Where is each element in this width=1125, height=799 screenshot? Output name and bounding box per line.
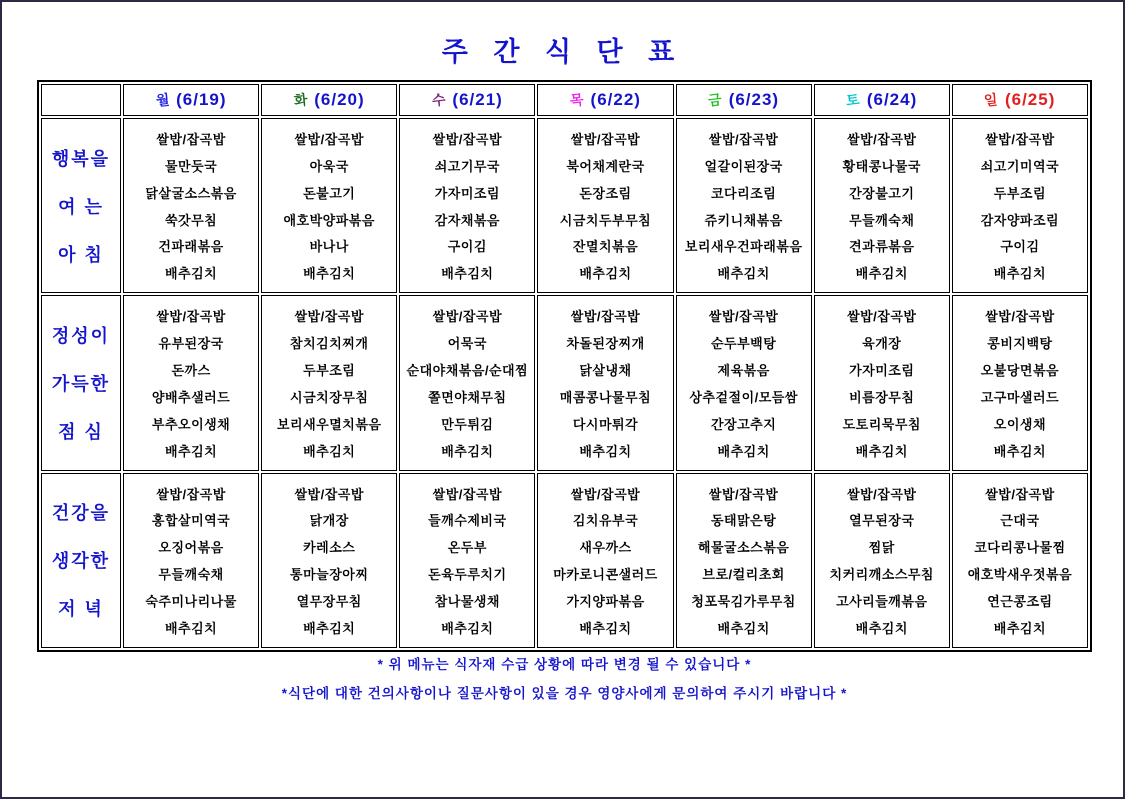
menu-item: 고구마샐러드: [980, 389, 1060, 405]
footer-note-1: * 위 메뉴는 식자재 수급 상황에 따라 변경 될 수 있습니다 *: [377, 657, 752, 672]
menu-cell: [676, 295, 812, 470]
menu-item: 들깨수제비국: [428, 513, 507, 529]
menu-item: 비름장무침: [849, 389, 915, 405]
menu-item: 구이김: [1000, 239, 1040, 255]
day-header: [538, 90, 672, 110]
menu-item: 쌀밥/잡곡밥: [156, 486, 226, 502]
menu-item: 배추김치: [303, 443, 356, 459]
day-name-glyph: 목: [569, 91, 585, 109]
menu-item: 배추김치: [441, 443, 494, 459]
day-header-row: [41, 84, 1088, 116]
day-date: (6/21): [452, 90, 503, 109]
menu-item: 카레소스: [303, 540, 356, 556]
day-header: [815, 90, 949, 110]
menu-item: 쌀밥/잡곡밥: [985, 486, 1055, 502]
menu-item: 구이김: [447, 239, 487, 255]
menu-item: 황태콩나물국: [842, 158, 921, 174]
menu-item: 유부된장국: [158, 336, 224, 352]
menu-item: 두부조림: [993, 185, 1047, 201]
menu-item: 순대야채볶음/순대찜: [406, 363, 529, 379]
menu-item: 배추김치: [855, 443, 908, 459]
menu-item: 해물굴소스볶음: [697, 540, 790, 556]
day-header-cell: [261, 84, 397, 116]
menu-item: 쌀밥/잡곡밥: [708, 131, 779, 147]
menu-item: 간장고추지: [710, 416, 777, 432]
meal-row: [41, 473, 1088, 648]
menu-item: 쌀밥/잡곡밥: [847, 309, 917, 325]
day-header-cell: [537, 84, 673, 116]
day-header-cell: [123, 84, 259, 116]
menu-item: 무들깨숙채: [158, 567, 224, 583]
menu-item: 쌀밥/잡곡밥: [847, 131, 917, 147]
menu-cell: [261, 295, 397, 470]
menu-item: 쌀밥/잡곡밥: [432, 131, 503, 147]
menu-item: 배추김치: [579, 443, 632, 459]
menu-item: 제육볶음: [717, 363, 770, 379]
menu-item: 고사리들깨볶음: [836, 594, 928, 610]
menu-cell-content: [538, 119, 672, 292]
menu-item: 물만둣국: [164, 158, 218, 174]
menu-cell: [814, 295, 950, 470]
menu-item: 새우까스: [579, 540, 632, 556]
menu-item: 쌀밥/잡곡밥: [708, 309, 779, 325]
menu-cell: [952, 118, 1088, 293]
menu-item: 가자미조림: [849, 363, 915, 379]
meal-row-label-cell: [41, 473, 121, 648]
menu-item: 배추김치: [855, 621, 908, 637]
menu-cell: [676, 118, 812, 293]
menu-item: 쌀밥/잡곡밥: [294, 131, 364, 147]
menu-item: 견과류볶음: [849, 239, 915, 255]
menu-item: 콩비지백탕: [987, 336, 1053, 352]
day-date: (6/19): [176, 90, 227, 109]
menu-item: 동태맑은탕: [710, 513, 777, 529]
menu-item: 홍합살미역국: [151, 513, 231, 529]
menu-item: 부추오이생채: [151, 416, 231, 432]
menu-item: 보리새우건파래볶음: [684, 239, 803, 255]
meal-row-label: [42, 474, 120, 647]
menu-cell: [123, 295, 259, 470]
menu-item: 아욱국: [309, 158, 349, 174]
day-header-cell: [399, 84, 535, 116]
menu-item: 순두부백탕: [710, 336, 777, 352]
menu-cell: [676, 473, 812, 648]
menu-cell: [123, 118, 259, 293]
menu-item: 무들깨숙채: [849, 212, 915, 228]
menu-item: 쑥갓무침: [164, 212, 218, 228]
menu-cell-content: [677, 296, 811, 469]
menu-table-body: [41, 84, 1088, 648]
menu-item: 양배추샐러드: [151, 389, 231, 405]
meal-row: [41, 118, 1088, 293]
menu-item: 쌀밥/잡곡밥: [570, 309, 641, 325]
menu-item: 오불당면볶음: [980, 363, 1060, 379]
menu-item: 코다리조림: [710, 185, 777, 201]
menu-item: 바나나: [309, 239, 349, 255]
menu-item: 돈까스: [171, 363, 211, 379]
menu-cell-content: [262, 119, 396, 292]
menu-cell: [399, 473, 535, 648]
menu-item: 김치유부국: [572, 513, 639, 529]
menu-item: 참나물생채: [434, 594, 500, 610]
menu-item: 가자미조림: [434, 185, 500, 201]
day-date: (6/20): [314, 90, 365, 109]
menu-cell-content: [262, 296, 396, 469]
menu-item: 쌀밥/잡곡밥: [294, 309, 364, 325]
menu-item: 배추김치: [441, 621, 494, 637]
day-header-cell: [952, 84, 1088, 116]
menu-cell-content: [953, 474, 1087, 647]
menu-cell: [952, 473, 1088, 648]
meal-row-label-line: 정성이: [51, 325, 111, 346]
menu-item: 배추김치: [993, 621, 1047, 637]
menu-item: 쌀밥/잡곡밥: [156, 131, 226, 147]
menu-cell-content: [400, 119, 534, 292]
menu-item: 통마늘장아찌: [290, 567, 369, 583]
menu-item: 치커리깨소스무침: [829, 567, 934, 583]
menu-item: 쫄면야채무침: [428, 389, 507, 405]
menu-cell-content: [400, 474, 534, 647]
menu-item: 돈불고기: [303, 185, 356, 201]
menu-item: 상추겉절이/모듬쌈: [689, 389, 798, 405]
day-header: [124, 90, 258, 110]
menu-item: 온두부: [447, 540, 487, 556]
menu-item: 배추김치: [164, 443, 218, 459]
menu-cell: [123, 473, 259, 648]
menu-cell: [399, 118, 535, 293]
day-name-glyph: 금: [707, 91, 723, 109]
menu-item: 배추김치: [303, 621, 356, 637]
menu-item: 오징어볶음: [158, 540, 224, 556]
menu-item: 만두튀김: [441, 416, 494, 432]
day-name-glyph: 수: [431, 91, 447, 109]
day-header: [677, 90, 811, 110]
meal-row-label-cell: [41, 118, 121, 293]
menu-item: 시금치장무침: [290, 389, 369, 405]
menu-item: 쌀밥/잡곡밥: [294, 486, 364, 502]
day-date: (6/24): [866, 90, 918, 109]
menu-cell-content: [538, 474, 672, 647]
menu-table: [37, 80, 1092, 652]
day-date: (6/22): [590, 90, 641, 109]
menu-item: 쌀밥/잡곡밥: [708, 486, 779, 502]
page-title: 주 간 식 단 표: [441, 37, 684, 67]
menu-item: 닭개장: [309, 513, 349, 529]
menu-item: 쥬키니채볶음: [704, 212, 783, 228]
menu-item: 쌀밥/잡곡밥: [432, 486, 503, 502]
day-header-cell: [814, 84, 950, 116]
footer-notes: [2, 653, 1125, 711]
menu-cell: [537, 295, 673, 470]
menu-item: 청포묵김가루무침: [691, 594, 796, 610]
menu-item: 돈장조림: [579, 185, 632, 201]
menu-item: 쌀밥/잡곡밥: [985, 309, 1055, 325]
menu-cell-content: [124, 119, 258, 292]
menu-cell-content: [262, 474, 396, 647]
day-name-glyph: 토: [845, 91, 861, 109]
meal-row-label-line: 여 는: [58, 196, 104, 217]
day-name-glyph: 일: [983, 91, 999, 109]
menu-cell: [537, 473, 673, 648]
day-name-glyph: 월: [154, 91, 170, 109]
meal-row-label-line: 아 침: [58, 244, 104, 265]
meal-row-label-line: 생각한: [51, 551, 111, 572]
menu-item: 두부조림: [303, 363, 356, 379]
menu-item: 얼갈이된장국: [704, 158, 783, 174]
menu-cell: [814, 118, 950, 293]
meal-row-label-line: 점 심: [58, 421, 104, 442]
meal-row-label-line: 저 녁: [58, 599, 104, 620]
menu-item: 건파래볶음: [158, 239, 224, 255]
menu-item: 보리새우멸치볶음: [276, 416, 382, 432]
menu-cell-content: [815, 119, 949, 292]
menu-item: 닭살굴소스볶음: [145, 185, 237, 201]
menu-item: 쇠고기미역국: [980, 158, 1060, 174]
menu-item: 쌀밥/잡곡밥: [847, 486, 917, 502]
menu-item: 배추김치: [579, 266, 632, 282]
meal-row-label-line: 행복을: [51, 148, 111, 169]
menu-cell-content: [400, 296, 534, 469]
menu-item: 쇠고기무국: [434, 158, 500, 174]
day-date: (6/25): [1004, 90, 1056, 109]
menu-item: 닭살냉채: [579, 363, 632, 379]
menu-cell: [261, 473, 397, 648]
menu-item: 열무된장국: [849, 513, 915, 529]
menu-item: 다시마튀각: [572, 416, 639, 432]
menu-cell: [261, 118, 397, 293]
meal-row-label-line: 가득한: [51, 373, 111, 394]
menu-cell-content: [124, 474, 258, 647]
meal-row-label: [42, 119, 120, 292]
menu-cell-content: [538, 296, 672, 469]
menu-item: 감자양파조림: [980, 212, 1060, 228]
menu-item: 배추김치: [717, 266, 770, 282]
menu-item: 애호박양파볶음: [283, 212, 375, 228]
menu-item: 차돌된장찌개: [566, 336, 645, 352]
menu-item: 찜닭: [868, 540, 895, 556]
menu-item: 배추김치: [303, 266, 356, 282]
menu-cell-content: [677, 474, 811, 647]
menu-item: 간장불고기: [849, 185, 915, 201]
menu-item: 어묵국: [447, 336, 487, 352]
day-header-cell: [676, 84, 812, 116]
menu-item: 배추김치: [717, 621, 770, 637]
menu-item: 쌀밥/잡곡밥: [985, 131, 1055, 147]
day-header: [953, 90, 1087, 110]
menu-item: 숙주미나리나물: [145, 594, 237, 610]
menu-item: 육개장: [862, 336, 902, 352]
menu-item: 배추김치: [164, 266, 218, 282]
menu-cell: [814, 473, 950, 648]
menu-item: 시금치두부무침: [559, 212, 652, 228]
menu-item: 코다리콩나물찜: [974, 540, 1066, 556]
menu-item: 연근콩조림: [987, 594, 1053, 610]
corner-cell: [41, 84, 121, 116]
menu-item: 브로/컬리초회: [702, 567, 785, 583]
menu-item: 오이생채: [993, 416, 1047, 432]
menu-item: 도토리묵무침: [842, 416, 921, 432]
menu-item: 애호박새우젓볶음: [967, 567, 1073, 583]
menu-item: 감자채볶음: [434, 212, 500, 228]
meal-row: [41, 295, 1088, 470]
menu-item: 배추김치: [717, 443, 770, 459]
menu-cell: [399, 295, 535, 470]
menu-cell-content: [815, 296, 949, 469]
menu-item: 근대국: [1000, 513, 1040, 529]
menu-item: 열무장무침: [296, 594, 362, 610]
menu-item: 돈육두루치기: [428, 567, 507, 583]
menu-cell-content: [677, 119, 811, 292]
menu-cell-content: [124, 296, 258, 469]
menu-cell-content: [815, 474, 949, 647]
day-date: (6/23): [728, 90, 780, 109]
menu-item: 북어채계란국: [566, 158, 645, 174]
menu-item: 배추김치: [993, 443, 1047, 459]
menu-item: 배추김치: [855, 266, 908, 282]
menu-item: 가지양파볶음: [566, 594, 645, 610]
menu-cell-content: [953, 296, 1087, 469]
menu-item: 매콤콩나물무침: [559, 389, 652, 405]
menu-item: 배추김치: [579, 621, 632, 637]
meal-row-label-cell: [41, 295, 121, 470]
menu-cell: [952, 295, 1088, 470]
menu-item: 쌀밥/잡곡밥: [432, 309, 503, 325]
menu-item: 쌀밥/잡곡밥: [570, 486, 641, 502]
meal-row-label-line: 건강을: [51, 503, 111, 524]
day-header: [400, 90, 534, 110]
day-header: [262, 90, 396, 110]
menu-cell: [537, 118, 673, 293]
menu-item: 잔멸치볶음: [572, 239, 639, 255]
menu-item: 쌀밥/잡곡밥: [156, 309, 226, 325]
day-name-glyph: 화: [292, 91, 309, 109]
menu-item: 배추김치: [441, 266, 494, 282]
menu-cell-content: [953, 119, 1087, 292]
footer-note-2: *식단에 대한 건의사항이나 질문사항이 있을 경우 영양사에게 문의하여 주시기 바랍니다 *: [281, 686, 848, 701]
menu-item: 쌀밥/잡곡밥: [570, 131, 641, 147]
meal-row-label: [42, 296, 120, 469]
menu-item: 마카로니콘샐러드: [553, 567, 658, 583]
menu-item: 참치김치찌개: [290, 336, 369, 352]
menu-item: 배추김치: [164, 621, 218, 637]
menu-item: 배추김치: [993, 266, 1047, 282]
